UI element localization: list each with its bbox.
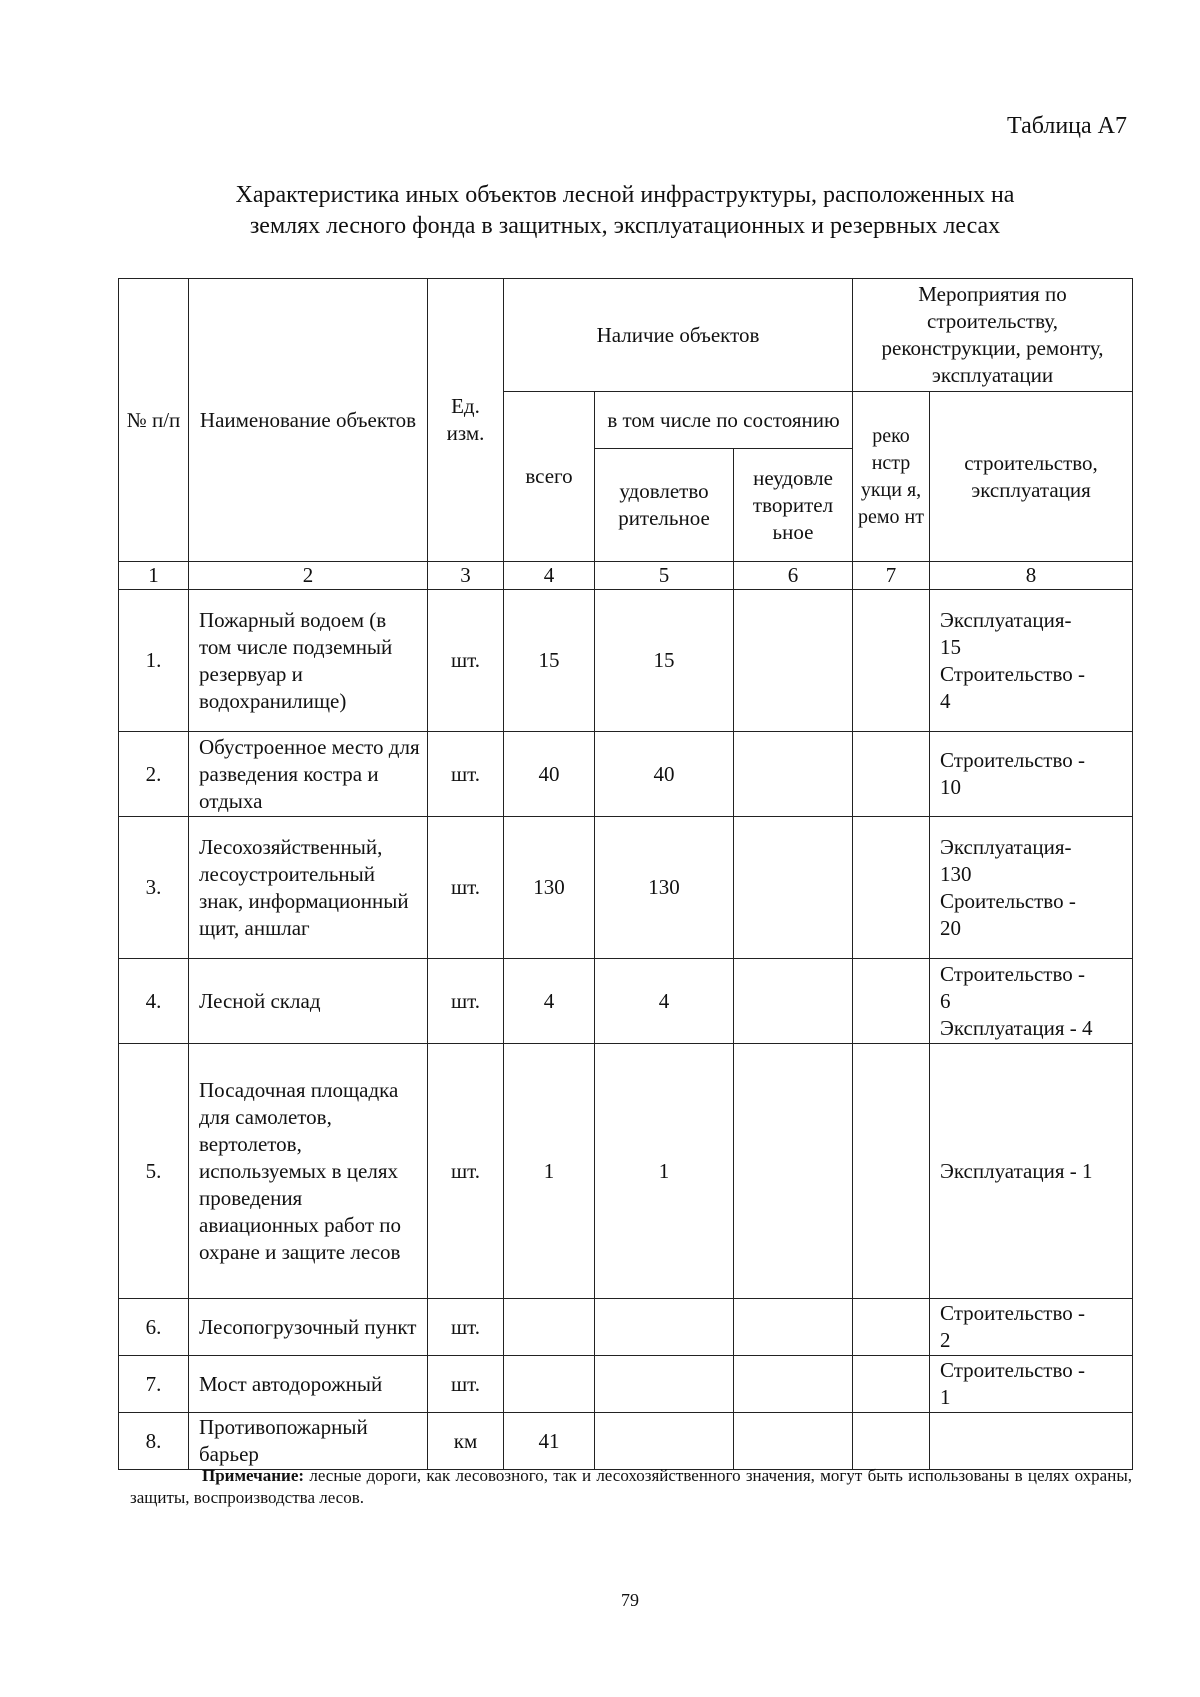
row-number-cell: 7. [119, 1356, 189, 1413]
satisfactory-cell: 40 [595, 732, 734, 817]
unit-cell: шт. [428, 817, 504, 959]
column-number: 2 [189, 562, 428, 590]
total-cell [504, 1299, 595, 1356]
satisfactory-cell: 4 [595, 959, 734, 1044]
page-number: 79 [621, 1590, 639, 1610]
unsatisfactory-cell [734, 1044, 853, 1299]
column-number: 6 [734, 562, 853, 590]
note-label: Примечание: [202, 1466, 305, 1485]
measures-line: 130 [940, 861, 972, 886]
measures-line: Строительство - [940, 1358, 1085, 1382]
measures-line: 4 [940, 688, 951, 713]
measures-line: Строительство - [940, 748, 1085, 772]
measures-cell [930, 1413, 1133, 1470]
column-number: 4 [504, 562, 595, 590]
header-reconstruction: реко нстр укци я, ремо нт [853, 392, 930, 562]
column-number-row [119, 562, 1133, 590]
object-name-cell: Обустроенное место для разведения костра и отдыха [189, 732, 428, 817]
caption-line-1: Характеристика иных объектов лесной инфраструктуры, расположенных на [235, 182, 1015, 208]
measures-line: 20 [940, 915, 961, 940]
table-row [119, 959, 1133, 1044]
satisfactory-cell [595, 1299, 734, 1356]
header-satisfactory: удовлетво рительное [595, 449, 734, 562]
unsatisfactory-cell [734, 817, 853, 959]
column-number: 8 [930, 562, 1133, 590]
measures-cell [930, 590, 1133, 732]
header-measures: Мероприятия по строительству, реконструкции, ремонту, эксплуатации [853, 279, 1133, 392]
measures-line: 2 [940, 1328, 951, 1352]
header-availability: Наличие объектов [504, 279, 853, 392]
unit-cell: шт. [428, 959, 504, 1044]
row-number-cell: 8. [119, 1413, 189, 1470]
measures-line: Эксплуатация- [940, 607, 1072, 632]
reconstruction-cell [853, 732, 930, 817]
satisfactory-cell: 1 [595, 1044, 734, 1299]
object-name-cell: Посадочная площадка для самолетов, вертолетов, используемых в целях проведения авиационных работ по охране и защите лесов [189, 1044, 428, 1299]
table-row [119, 1299, 1133, 1356]
unit-cell: км [428, 1413, 504, 1470]
measures-line: 10 [940, 775, 961, 799]
measures-cell [930, 732, 1133, 817]
measures-line: Сроительство - [940, 888, 1076, 913]
table-row [119, 732, 1133, 817]
total-cell: 4 [504, 959, 595, 1044]
unit-cell: шт. [428, 1299, 504, 1356]
column-number: 3 [428, 562, 504, 590]
row-number-cell: 1. [119, 590, 189, 732]
measures-line: 15 [940, 634, 961, 659]
satisfactory-cell [595, 1356, 734, 1413]
total-cell: 40 [504, 732, 595, 817]
measures-line: Строительство - [940, 661, 1085, 686]
object-name-cell: Лесной склад [189, 959, 428, 1044]
table-row [119, 1356, 1133, 1413]
measures-cell [930, 959, 1133, 1044]
measures-line: 6 [940, 988, 951, 1013]
measures-line: Эксплуатация- [940, 834, 1072, 859]
unsatisfactory-cell [734, 732, 853, 817]
table-row [119, 1413, 1133, 1470]
reconstruction-cell [853, 1044, 930, 1299]
unsatisfactory-cell [734, 1413, 853, 1470]
measures-cell [930, 1356, 1133, 1413]
note-text: лесные дороги, как лесовозного, так и лесохозяйственного значения, могут быть использованы в целях охраны, защиты, воспроизводства лесов. [130, 1466, 1132, 1507]
measures-cell [930, 1299, 1133, 1356]
header-unit: Ед. изм. [428, 279, 504, 562]
header-construction: строительство, эксплуатация [930, 392, 1133, 562]
measures-line: Строительство - [940, 961, 1085, 986]
object-name-cell: Противопожарный барьер [189, 1413, 428, 1470]
measures-cell [930, 817, 1133, 959]
table-row [119, 817, 1133, 959]
unit-cell: шт. [428, 1356, 504, 1413]
measures-line: Эксплуатация - 1 [940, 1158, 1093, 1183]
column-number: 7 [853, 562, 930, 590]
reconstruction-cell [853, 817, 930, 959]
row-number-cell: 6. [119, 1299, 189, 1356]
object-name-cell: Лесопогрузочный пункт [189, 1299, 428, 1356]
total-cell: 130 [504, 817, 595, 959]
satisfactory-cell: 15 [595, 590, 734, 732]
infrastructure-table [118, 278, 1133, 1470]
table-caption [120, 180, 1130, 242]
object-name-cell: Лесохозяйственный, лесоустроительный знак, информационный щит, аншлаг [189, 817, 428, 959]
reconstruction-cell [853, 1299, 930, 1356]
table-row [119, 1044, 1133, 1299]
unit-cell: шт. [428, 732, 504, 817]
table-note [130, 1465, 1132, 1509]
measures-line: Строительство - [940, 1301, 1085, 1325]
column-number: 1 [119, 562, 189, 590]
object-name-cell: Пожарный водоем (в том числе подземный резервуар и водохранилище) [189, 590, 428, 732]
unit-cell: шт. [428, 1044, 504, 1299]
measures-cell [930, 1044, 1133, 1299]
table-label: Таблица А7 [1007, 113, 1127, 139]
header-num: № п/п [119, 279, 189, 562]
reconstruction-cell [853, 590, 930, 732]
total-cell: 1 [504, 1044, 595, 1299]
column-number: 5 [595, 562, 734, 590]
header-total: всего [504, 392, 595, 562]
header-name: Наименование объектов [189, 279, 428, 562]
row-number-cell: 2. [119, 732, 189, 817]
unsatisfactory-cell [734, 1356, 853, 1413]
unsatisfactory-cell [734, 1299, 853, 1356]
satisfactory-cell [595, 1413, 734, 1470]
header-unsatisfactory: неудовле творител ьное [734, 449, 853, 562]
measures-line: 1 [940, 1385, 951, 1409]
total-cell: 41 [504, 1413, 595, 1470]
reconstruction-cell [853, 1413, 930, 1470]
unsatisfactory-cell [734, 959, 853, 1044]
unsatisfactory-cell [734, 590, 853, 732]
row-number-cell: 4. [119, 959, 189, 1044]
table-row [119, 590, 1133, 732]
total-cell [504, 1356, 595, 1413]
reconstruction-cell [853, 1356, 930, 1413]
unit-cell: шт. [428, 590, 504, 732]
caption-line-2: землях лесного фонда в защитных, эксплуатационных и резервных лесах [249, 213, 1001, 239]
reconstruction-cell [853, 959, 930, 1044]
measures-line: Эксплуатация - 4 [940, 1015, 1093, 1040]
header-by-state: в том числе по состоянию [595, 392, 853, 449]
row-number-cell: 5. [119, 1044, 189, 1299]
object-name-cell: Мост автодорожный [189, 1356, 428, 1413]
total-cell: 15 [504, 590, 595, 732]
row-number-cell: 3. [119, 817, 189, 959]
satisfactory-cell: 130 [595, 817, 734, 959]
